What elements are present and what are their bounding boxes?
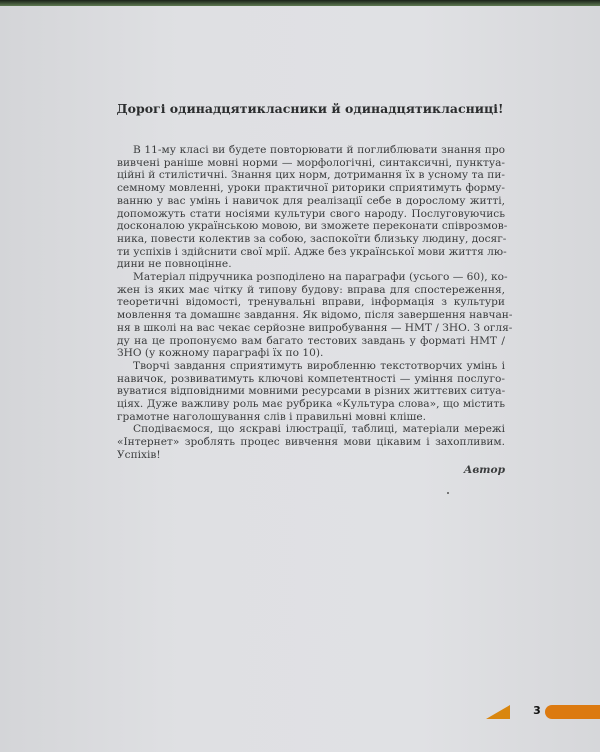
text-line: Матеріал підручника розподілено на параграфи (усього — 60), ко-: [133, 271, 508, 284]
paragraph: [117, 271, 513, 360]
text-line: ційні й стилістичні. Знання цих норм, дотримання їх в усному та пи-: [117, 169, 505, 182]
text-line: ЗНО (у кожному параграфі їх по 10).: [117, 347, 324, 360]
text-line: ти успіхів і здійснити свої мрії. Адже без української мови життя лю-: [117, 245, 507, 258]
text-line: жен із яких має чітку й типову будову: вправа для спостереження,: [117, 283, 505, 296]
text-line: досконалою українською мовою, ви зможете переконати співрозмов-: [117, 220, 508, 233]
letter-body: [117, 144, 513, 476]
text-line: Успіхів!: [117, 448, 161, 461]
text-line: В 11-му класі ви будете повторювати й поглиблювати знання про: [133, 144, 505, 156]
text-line: ванню у вас умінь і навичок для реалізації себе в дорослому житті,: [117, 194, 505, 207]
text-line: грамотне наголошування слів і правильні мовні кліше.: [117, 410, 427, 423]
text-line: семному мовленні, уроки практичної риторики сприятимуть форму-: [117, 182, 505, 195]
text-line: ника, повести колектив за собою, заспокоїти близьку людину, досяг-: [117, 232, 507, 245]
text-line: Творчі завдання сприятимуть виробленню текстотворчих умінь і: [133, 359, 505, 372]
decorative-triangle-icon: [486, 705, 510, 719]
text-line: вуватися відповідними мовними ресурсами в різних життєвих ситуа-: [117, 385, 506, 398]
page-title: Дорогі одинадцятикласники й одинадцятикласниці!: [116, 101, 504, 116]
text-line: ня в школі на вас чекає серйозне випробування — НМТ / ЗНО. З огля-: [117, 321, 513, 334]
paragraph: [117, 360, 505, 424]
author-signature: Автор: [463, 463, 505, 476]
page-number: 3: [533, 704, 541, 717]
text-line: «Інтернет» зроблять процес вивчення мови цікавим і захопливим.: [117, 436, 505, 449]
page-number-band: [545, 705, 600, 719]
text-line: мовлення та домашнє завдання. Як відомо, після завершення навчан-: [117, 309, 513, 322]
paragraph: [117, 423, 505, 461]
paragraph: [117, 144, 508, 271]
text-line: теоретичні відомості, тренувальні вправи, інформація з культури: [117, 296, 505, 309]
text-line: Сподіваємося, що яскраві ілюстрації, таблиці, матеріали мережі: [133, 423, 505, 436]
text-line: ціях. Дуже важливу роль має рубрика «Культура слова», що містить: [117, 398, 505, 411]
text-line: навичок, розвиватимуть ключові компетентності — уміння послуго-: [117, 372, 505, 385]
text-line: дини не повноцінне.: [117, 258, 232, 271]
decorative-dot: [447, 492, 449, 494]
text-line: ду на це пропонуємо вам багато тестових завдань у форматі НМТ /: [117, 334, 505, 347]
text-line: вивчені раніше мовні норми — морфологічні, синтаксичні, пунктуа-: [117, 156, 505, 169]
text-line: допоможуть стати носіями культури свого народу. Послуговуючись: [117, 207, 505, 220]
